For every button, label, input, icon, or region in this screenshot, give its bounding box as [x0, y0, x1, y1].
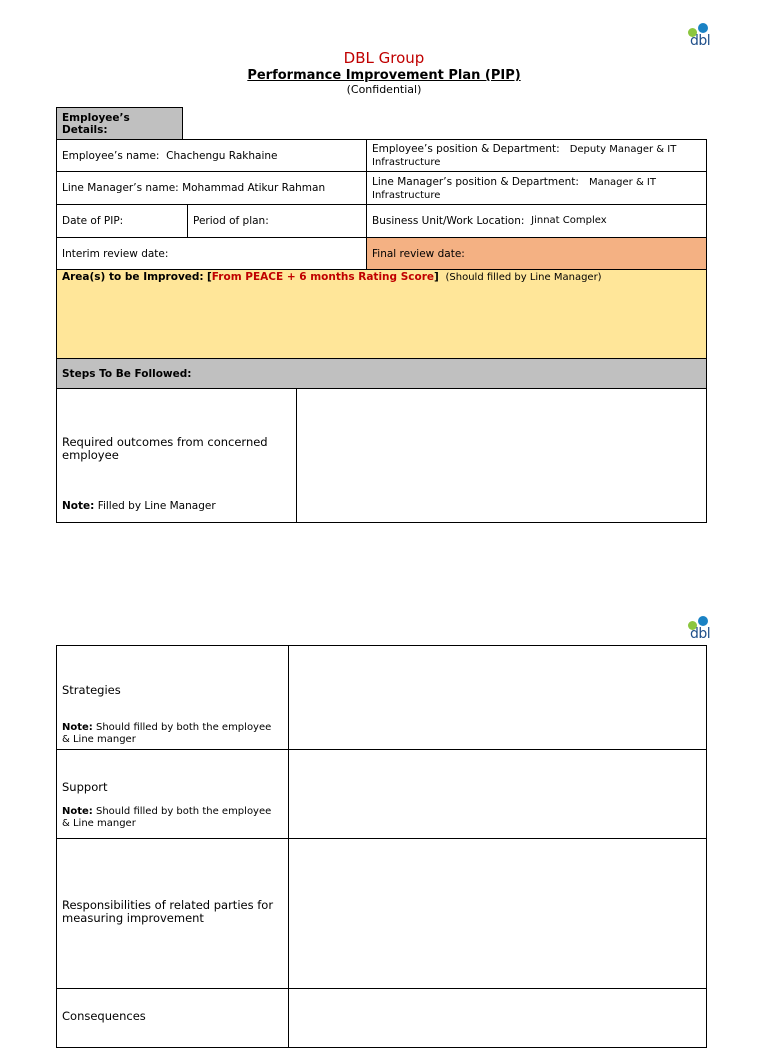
line-manager-position-label: Line Manager’s position & Department:	[372, 176, 579, 188]
dbl-logo	[685, 22, 717, 52]
document-subtitle: (Confidential)	[346, 83, 422, 96]
line-manager-position-cell	[366, 171, 707, 205]
dbl-logo-page2	[685, 615, 717, 645]
document-title-text: Performance Improvement Plan (PIP)	[247, 68, 521, 83]
interim-review-label: Interim review date:	[62, 247, 169, 260]
steps-heading-text: Steps To Be Followed:	[62, 367, 192, 380]
business-unit-value: Jinnat Complex	[531, 215, 607, 226]
logo-text: dbl	[690, 626, 711, 642]
final-review-cell	[366, 237, 707, 270]
strategies-input-cell[interactable]	[288, 645, 707, 750]
line-manager-position-value: Manager & IT Infrastructure	[372, 177, 656, 201]
employee-details-heading	[56, 107, 183, 140]
support-label-cell	[56, 749, 289, 839]
required-outcomes-label: Required outcomes from concerned employee	[62, 435, 268, 462]
responsibilities-label: Responsibilities of related parties for measuring improvement	[62, 898, 274, 925]
required-outcomes-label-cell	[56, 388, 297, 523]
period-of-plan-cell	[187, 204, 367, 238]
line-manager-name-value: Mohammad Atikur Rahman	[182, 182, 326, 194]
consequences-input-cell[interactable]	[288, 988, 707, 1048]
business-unit-cell	[366, 204, 707, 238]
required-outcomes-note-text: Filled by Line Manager	[97, 500, 216, 512]
employee-name-cell	[56, 139, 367, 172]
document-title	[0, 68, 768, 83]
improvement-highlight: From PEACE + 6 months Rating Score	[211, 271, 434, 283]
logo-blue-dot	[698, 616, 708, 626]
interim-review-cell	[56, 237, 367, 270]
employee-position-label: Employee’s position & Department:	[372, 143, 560, 155]
required-outcomes-input-cell[interactable]	[296, 388, 707, 523]
line-manager-name-label: Line Manager’s name:	[62, 182, 179, 194]
responsibilities-input-cell[interactable]	[288, 838, 707, 989]
improvement-note: (Should filled by Line Manager)	[445, 272, 602, 283]
line-manager-name-cell	[56, 171, 367, 205]
steps-heading	[56, 358, 707, 389]
improvement-bracket-open: [	[206, 271, 212, 283]
consequences-label: Consequences	[62, 1009, 146, 1023]
logo-text: dbl	[690, 33, 711, 49]
note-bold: Note:	[62, 806, 93, 817]
improvement-bracket-close: ]	[434, 271, 439, 283]
employee-position-cell	[366, 139, 707, 172]
note-bold: Note:	[62, 722, 93, 733]
period-of-plan-label: Period of plan:	[193, 215, 269, 227]
strategies-note	[62, 722, 277, 746]
company-name: DBL Group	[343, 49, 425, 67]
employee-name-label: Employee’s name:	[62, 149, 160, 162]
logo-blue-dot	[698, 23, 708, 33]
business-unit-label: Business Unit/Work Location:	[372, 215, 525, 227]
required-outcomes-note	[62, 500, 216, 512]
improvement-label: Area(s) to be Improved:	[62, 271, 204, 283]
final-review-label: Final review date:	[372, 247, 465, 260]
consequences-label-cell	[56, 988, 289, 1048]
support-label: Support	[62, 780, 108, 794]
employee-details-heading-text: Employee’s Details:	[62, 111, 130, 136]
employee-name-value: Chachengu Rakhaine	[166, 149, 278, 162]
strategies-label: Strategies	[62, 683, 121, 697]
support-input-cell[interactable]	[288, 749, 707, 839]
strategies-note-text: Should filled by both the employee & Line manger	[62, 722, 272, 745]
responsibilities-label-cell	[56, 838, 289, 989]
note-bold: Note:	[62, 500, 95, 512]
date-of-pip-label: Date of PIP:	[62, 215, 124, 227]
support-note-text: Should filled by both the employee & Line manger	[62, 806, 272, 829]
support-note	[62, 806, 277, 830]
improvement-area-box	[56, 269, 707, 359]
employee-position-value: Deputy Manager & IT Infrastructure	[372, 144, 677, 168]
strategies-label-cell	[56, 645, 289, 750]
date-of-pip-cell	[56, 204, 188, 238]
